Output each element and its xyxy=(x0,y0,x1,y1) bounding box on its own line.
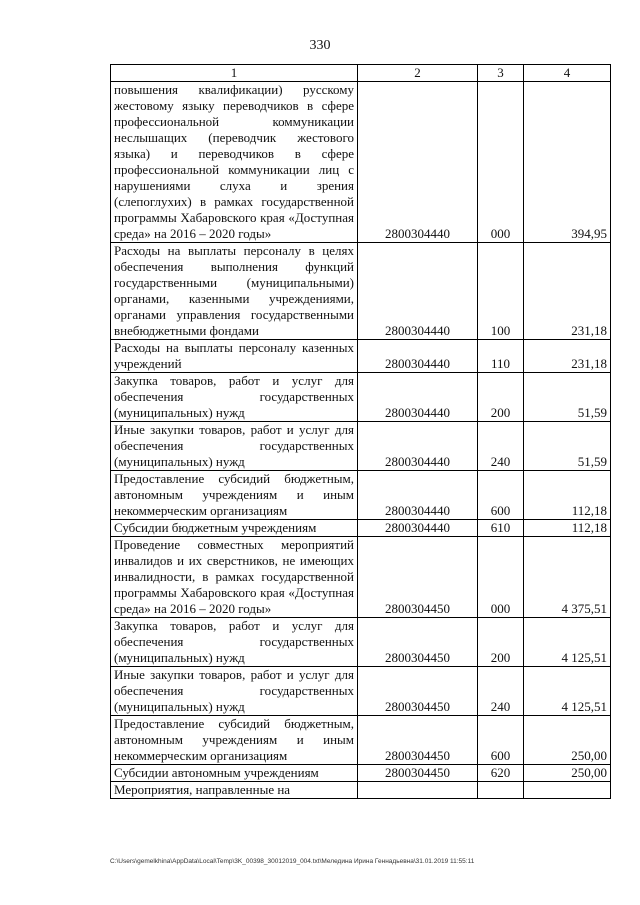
row-expense-type: 000 xyxy=(478,82,524,243)
row-target-code: 2800304440 xyxy=(358,340,478,373)
header-col-2: 2 xyxy=(358,65,478,82)
table-header-row xyxy=(111,65,611,82)
row-amount: 231,18 xyxy=(524,243,611,340)
row-description: Предоставление субсидий бюджетным, автономным учреждениям и иным некоммерческим организациям xyxy=(111,471,358,520)
row-expense-type: 610 xyxy=(478,520,524,537)
row-target-code: 2800304450 xyxy=(358,716,478,765)
header-col-4: 4 xyxy=(524,65,611,82)
row-target-code: 2800304440 xyxy=(358,373,478,422)
table-row xyxy=(111,373,611,422)
row-target-code: 2800304440 xyxy=(358,471,478,520)
row-description: Закупка товаров, работ и услуг для обеспечения государственных (муниципальных) нужд xyxy=(111,618,358,667)
row-target-code: 2800304450 xyxy=(358,667,478,716)
row-description: Расходы на выплаты персоналу в целях обеспечения выполнения функций государственными (муниципальными) органами, казенными учреждениями, органами управления государственными внебюджетными фондами xyxy=(111,243,358,340)
row-expense-type: 200 xyxy=(478,618,524,667)
row-amount: 250,00 xyxy=(524,765,611,782)
row-expense-type: 600 xyxy=(478,716,524,765)
row-target-code: 2800304450 xyxy=(358,765,478,782)
row-expense-type: 110 xyxy=(478,340,524,373)
table-row xyxy=(111,765,611,782)
row-target-code: 2800304440 xyxy=(358,243,478,340)
row-expense-type xyxy=(478,782,524,799)
table-row xyxy=(111,537,611,618)
table-row xyxy=(111,82,611,243)
row-target-code: 2800304450 xyxy=(358,618,478,667)
row-amount: 4 125,51 xyxy=(524,667,611,716)
page-number: 330 xyxy=(309,38,331,53)
header-col-1: 1 xyxy=(111,65,358,82)
row-description: Проведение совместных мероприятий инвалидов и их сверстников, не имеющих инвалидности, в рамках государственной программы Хабаровского края «Доступная среда» на 2016 – 2020 годы» xyxy=(111,537,358,618)
table-row xyxy=(111,716,611,765)
row-target-code: 2800304450 xyxy=(358,537,478,618)
table-row xyxy=(111,243,611,340)
row-expense-type: 000 xyxy=(478,537,524,618)
budget-table xyxy=(110,64,611,799)
row-target-code: 2800304440 xyxy=(358,520,478,537)
table-row xyxy=(111,471,611,520)
row-expense-type: 200 xyxy=(478,373,524,422)
row-expense-type: 240 xyxy=(478,422,524,471)
row-amount: 112,18 xyxy=(524,520,611,537)
row-description: Расходы на выплаты персоналу казенных учреждений xyxy=(111,340,358,373)
row-amount: 112,18 xyxy=(524,471,611,520)
row-amount: 250,00 xyxy=(524,716,611,765)
row-expense-type: 600 xyxy=(478,471,524,520)
row-description: Мероприятия, направленные на xyxy=(111,782,358,799)
row-target-code xyxy=(358,782,478,799)
row-expense-type: 240 xyxy=(478,667,524,716)
row-description: Иные закупки товаров, работ и услуг для обеспечения государственных (муниципальных) нужд xyxy=(111,667,358,716)
row-description: Субсидии автономным учреждениям xyxy=(111,765,358,782)
row-target-code: 2800304440 xyxy=(358,422,478,471)
row-amount: 4 375,51 xyxy=(524,537,611,618)
row-expense-type: 100 xyxy=(478,243,524,340)
table-row xyxy=(111,340,611,373)
table-row xyxy=(111,520,611,537)
row-description: Иные закупки товаров, работ и услуг для обеспечения государственных (муниципальных) нужд xyxy=(111,422,358,471)
table-row xyxy=(111,667,611,716)
header-col-3: 3 xyxy=(478,65,524,82)
table-row xyxy=(111,618,611,667)
row-amount: 51,59 xyxy=(524,422,611,471)
row-description: Предоставление субсидий бюджетным, автономным учреждениям и иным некоммерческим организациям xyxy=(111,716,358,765)
row-description: повышения квалификации) русскому жестовому языку переводчиков в сфере профессиональной коммуникации неслышащих (переводчик жестового языка) и переводчиков в сфере профессиональной коммуникации лиц с нарушениями слуха и зрения (слепоглухих) в рамках государственной программы Хабаровского края «Доступная среда» на 2016 – 2020 годы» xyxy=(111,82,358,243)
table-row xyxy=(111,422,611,471)
file-path-footer: C:\Users\gemelkhina\AppData\Local\Temp\3K_00398_30012019_004.txt\Меледина Ирина Геннадьевна\31.01.2019 11:55:11 xyxy=(110,858,475,865)
row-description: Закупка товаров, работ и услуг для обеспечения государственных (муниципальных) нужд xyxy=(111,373,358,422)
row-target-code: 2800304440 xyxy=(358,82,478,243)
row-amount xyxy=(524,782,611,799)
row-amount: 4 125,51 xyxy=(524,618,611,667)
row-expense-type: 620 xyxy=(478,765,524,782)
row-description: Субсидии бюджетным учреждениям xyxy=(111,520,358,537)
row-amount: 394,95 xyxy=(524,82,611,243)
row-amount: 231,18 xyxy=(524,340,611,373)
row-amount: 51,59 xyxy=(524,373,611,422)
table-row xyxy=(111,782,611,799)
